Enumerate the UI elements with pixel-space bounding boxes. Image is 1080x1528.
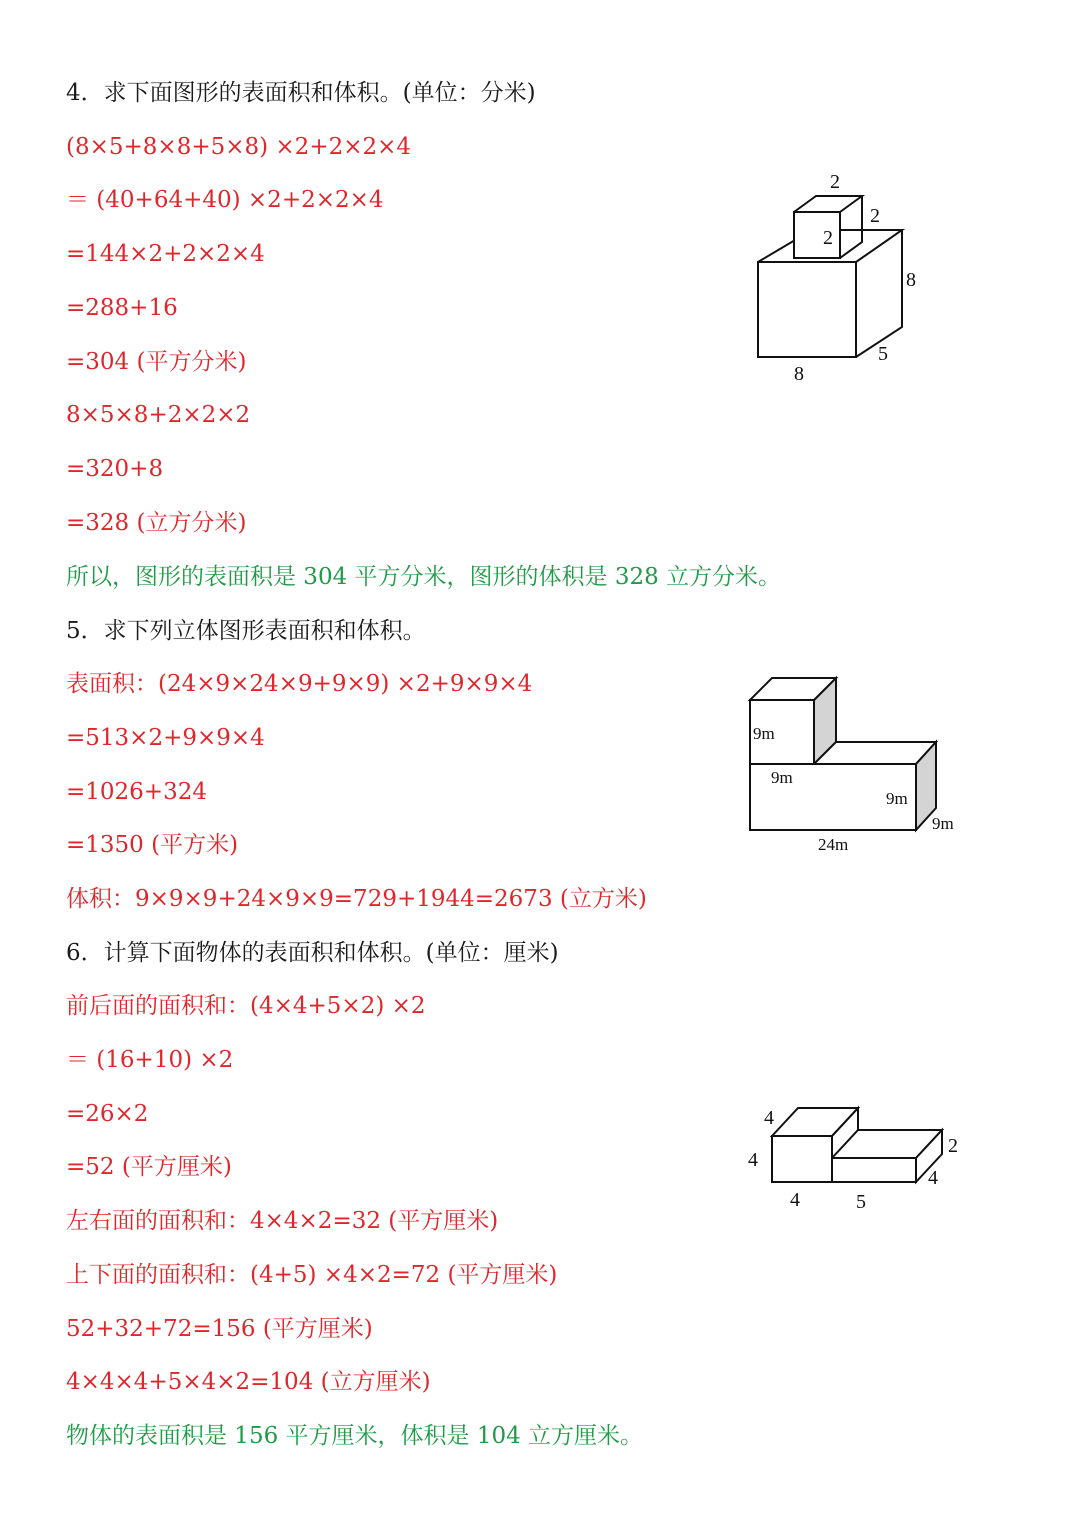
fig5-label-cube-base: 9m — [771, 768, 793, 787]
problem-6-step-5: 左右面的面积和：4×4×2=32 (平方厘米) — [66, 1208, 499, 1234]
fig6-label-box-length: 5 — [856, 1191, 866, 1213]
problem-5-step-4: =1350 (平方米) — [66, 832, 239, 858]
fig4-label-width: 8 — [794, 363, 804, 385]
problem-6-step-4: =52 (平方厘米) — [66, 1154, 232, 1180]
problem-4-step-4: =288+16 — [66, 295, 178, 321]
fig6-label-cube-height: 4 — [748, 1149, 758, 1171]
problem-6-figure — [740, 1100, 970, 1220]
problem-4-figure — [740, 160, 960, 390]
problem-6-step-1: 前后面的面积和：(4×4+5×2) ×2 — [66, 993, 426, 1019]
problem-5-step-3: =1026+324 — [66, 779, 207, 805]
fig6-label-box-depth: 4 — [928, 1167, 938, 1189]
problem-4-step-1: (8×5+8×8+5×8) ×2+2×2×4 — [66, 134, 412, 160]
problem-4-step-8: =328 (立方分米) — [66, 510, 247, 536]
problem-6-step-6: 上下面的面积和：(4+5) ×4×2=72 (平方厘米) — [66, 1262, 558, 1288]
problem-6-step-7: 52+32+72=156 (平方厘米) — [66, 1316, 373, 1342]
problem-4-step-6: 8×5×8+2×2×2 — [66, 402, 251, 428]
problem-6-step-8: 4×4×4+5×4×2=104 (立方厘米) — [66, 1369, 431, 1395]
problem-4-step-7: =320+8 — [66, 456, 164, 482]
fig4-label-top: 2 — [830, 171, 840, 193]
problem-6-conclusion: 物体的表面积是 156 平方厘米，体积是 104 立方厘米。 — [66, 1423, 644, 1449]
problem-6-step-2: ＝ (16+10) ×2 — [66, 1047, 234, 1073]
fig4-label-depth: 5 — [878, 343, 888, 365]
problem-4-conclusion: 所以，图形的表面积是 304 平方分米，图形的体积是 328 立方分米。 — [66, 564, 782, 590]
fig4-label-small-front: 2 — [823, 227, 833, 249]
problem-5-figure — [740, 670, 970, 860]
fig6-label-cube-depth: 4 — [764, 1107, 774, 1129]
problem-5-step-5: 体积：9×9×9+24×9×9=729+1944=2673 (立方米) — [66, 886, 647, 912]
problem-4-step-3: =144×2+2×2×4 — [66, 241, 265, 267]
problem-4-question: 4．求下面图形的表面积和体积。(单位：分米) — [66, 80, 536, 106]
fig4-label-small-side: 2 — [870, 205, 880, 227]
problem-5-step-2: =513×2+9×9×4 — [66, 725, 265, 751]
problem-4-step-5: =304 (平方分米) — [66, 349, 247, 375]
problem-6-step-3: =26×2 — [66, 1101, 149, 1127]
fig6-label-cube-width: 4 — [790, 1189, 800, 1211]
fig4-label-height: 8 — [906, 269, 916, 291]
problem-5-step-1: 表面积：(24×9×24×9+9×9) ×2+9×9×4 — [66, 671, 533, 697]
problem-6-question: 6．计算下面物体的表面积和体积。(单位：厘米) — [66, 940, 559, 966]
fig5-label-cube-front: 9m — [753, 724, 775, 743]
problem-5-question: 5．求下列立体图形表面积和体积。 — [66, 618, 426, 644]
fig5-label-box-length: 24m — [818, 835, 849, 854]
fig6-label-box-height: 2 — [948, 1135, 958, 1157]
fig5-label-box-height: 9m — [886, 789, 908, 808]
problem-4-step-2: ＝ (40+64+40) ×2+2×2×4 — [66, 187, 384, 213]
fig5-label-box-depth: 9m — [932, 814, 954, 833]
